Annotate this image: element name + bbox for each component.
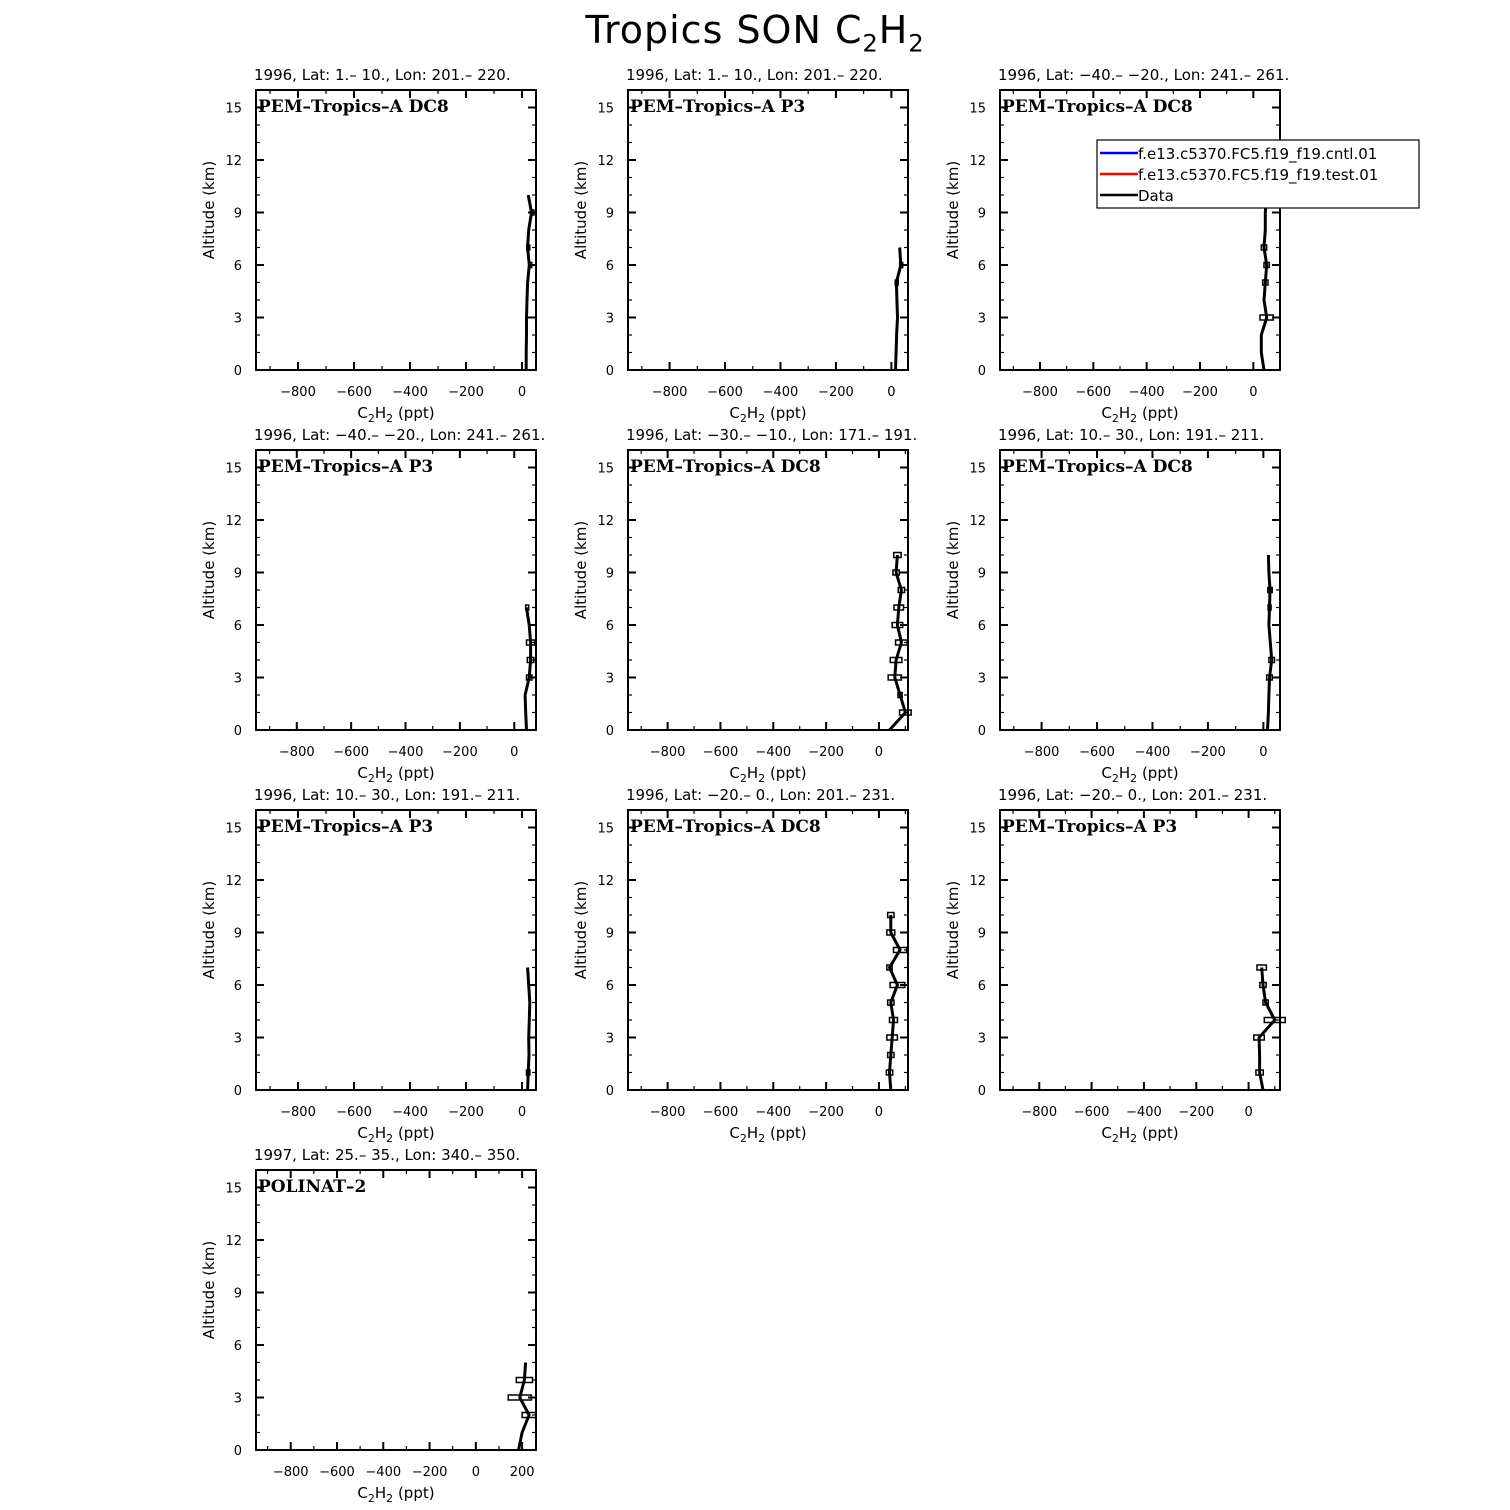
campaign-label: PEM–Tropics–A P3 (258, 817, 434, 837)
y-tick-label: 3 (977, 311, 986, 327)
y-axis-label: Altitude (km) (200, 160, 218, 260)
y-axis-label: Altitude (km) (200, 520, 218, 620)
data-profile-line (525, 608, 531, 731)
panel-header: 1996, Lat: 10.– 30., Lon: 191.– 211. (254, 786, 521, 804)
y-tick-label: 12 (225, 514, 242, 529)
panel-header: 1997, Lat: 25.– 35., Lon: 340.– 350. (254, 1146, 521, 1164)
x-tick-label: −400 (365, 1465, 402, 1480)
x-tick-label: −600 (336, 1105, 372, 1120)
y-axis-label: Altitude (km) (944, 160, 962, 260)
x-axis-label: $C_2H_2$ (ppt) (357, 764, 435, 785)
y-tick-label: 0 (233, 1084, 242, 1099)
panel-header: 1996, Lat: −40.– −20., Lon: 241.– 261. (254, 426, 546, 444)
campaign-label: PEM–Tropics–A P3 (630, 97, 806, 117)
y-tick-label: 0 (233, 1444, 242, 1459)
x-axis-label: $C_2H_2$ (ppt) (357, 404, 435, 425)
y-tick-label: 12 (225, 154, 242, 169)
y-tick-label: 12 (597, 154, 614, 169)
x-axis-label: $C_2H_2$ (ppt) (357, 1484, 435, 1505)
y-tick-label: 6 (977, 979, 986, 994)
panel-header: 1996, Lat: −40.– −20., Lon: 241.– 261. (998, 66, 1290, 84)
y-tick-label: 9 (233, 926, 242, 942)
campaign-label: POLINAT–2 (258, 1177, 367, 1197)
x-tick-label: −800 (278, 745, 315, 760)
x-tick-label: −800 (272, 1465, 309, 1480)
y-tick-label: 15 (225, 461, 242, 477)
x-axis-label: $C_2H_2$ (ppt) (729, 1124, 807, 1145)
y-tick-label: 12 (597, 514, 614, 529)
x-axis-label: $C_2H_2$ (ppt) (1101, 764, 1179, 785)
y-tick-label: 15 (969, 461, 986, 477)
y-tick-label: 6 (977, 619, 986, 634)
x-tick-label: −600 (333, 745, 370, 760)
data-profile-line (1268, 555, 1272, 730)
x-axis-label: $C_2H_2$ (ppt) (357, 1124, 435, 1145)
x-tick-label: 200 (509, 1465, 535, 1480)
x-tick-label: 0 (874, 1105, 884, 1120)
panel-header: 1996, Lat: 10.– 30., Lon: 191.– 211. (998, 426, 1265, 444)
x-tick-label: 0 (1259, 745, 1268, 760)
y-tick-label: 15 (225, 101, 242, 117)
x-tick-label: −200 (448, 385, 484, 400)
x-tick-label: −600 (336, 385, 372, 400)
panel-7 (200, 786, 536, 1145)
y-tick-label: 9 (977, 926, 986, 942)
x-tick-label: −400 (755, 745, 792, 760)
y-tick-label: 9 (605, 926, 614, 942)
x-tick-label: −200 (442, 745, 478, 760)
x-tick-label: −400 (387, 745, 424, 760)
y-tick-label: 3 (233, 671, 242, 687)
panel-3 (944, 66, 1289, 425)
x-axis-label: $C_2H_2$ (ppt) (1101, 1124, 1179, 1145)
x-tick-label: −800 (280, 385, 316, 400)
y-tick-label: 15 (969, 821, 986, 837)
y-axis-label: Altitude (km) (572, 160, 590, 260)
y-tick-label: 6 (233, 979, 242, 994)
x-tick-label: 0 (1249, 385, 1258, 400)
y-tick-label: 9 (233, 566, 242, 582)
panel-header: 1996, Lat: −20.– 0., Lon: 201.– 231. (626, 786, 896, 804)
y-tick-label: 6 (233, 619, 242, 634)
page-title: Tropics SON $C_2H_2$ (585, 8, 925, 58)
y-axis-label: Altitude (km) (944, 880, 962, 980)
y-tick-label: 15 (225, 1181, 242, 1197)
y-tick-label: 12 (225, 874, 242, 889)
x-tick-label: −200 (818, 385, 854, 400)
y-axis-label: Altitude (km) (200, 1240, 218, 1340)
campaign-label: PEM–Tropics–A DC8 (630, 457, 821, 477)
data-profile-line (519, 1363, 530, 1451)
data-profile-line (890, 555, 906, 730)
panel-header: 1996, Lat: −30.– −10., Lon: 171.– 191. (626, 426, 918, 444)
y-tick-label: 6 (233, 259, 242, 274)
x-tick-label: 0 (517, 385, 527, 400)
y-tick-label: 15 (225, 821, 242, 837)
x-tick-label: −200 (411, 1465, 448, 1480)
y-tick-label: 6 (977, 259, 986, 274)
y-tick-label: 9 (605, 206, 614, 222)
x-axis-label: $C_2H_2$ (ppt) (729, 404, 807, 425)
x-axis-label: $C_2H_2$ (ppt) (1101, 404, 1179, 425)
panel-8 (572, 786, 908, 1145)
y-tick-label: 12 (969, 154, 986, 169)
x-tick-label: −400 (762, 385, 799, 400)
x-tick-label: −600 (1079, 745, 1115, 760)
plot-frame (628, 810, 908, 1090)
campaign-label: PEM–Tropics–A P3 (258, 457, 434, 477)
y-axis-label: Altitude (km) (200, 880, 218, 980)
x-tick-label: −800 (280, 1105, 316, 1120)
x-tick-label: −800 (1021, 1105, 1058, 1120)
y-tick-label: 3 (233, 311, 242, 327)
x-tick-label: 0 (874, 745, 884, 760)
x-tick-label: 0 (1244, 1105, 1253, 1120)
panel-header: 1996, Lat: −20.– 0., Lon: 201.– 231. (998, 786, 1268, 804)
x-tick-label: −200 (1190, 745, 1226, 760)
panel-header: 1996, Lat: 1.– 10., Lon: 201.– 220. (626, 66, 883, 84)
x-tick-label: −600 (1075, 385, 1112, 400)
x-tick-label: −600 (702, 1105, 739, 1120)
x-tick-label: −800 (1022, 385, 1058, 400)
y-axis-label: Altitude (km) (572, 520, 590, 620)
y-tick-label: 9 (233, 1286, 242, 1302)
y-tick-label: 3 (233, 1391, 242, 1407)
y-axis-label: Altitude (km) (944, 520, 962, 620)
plot-frame (628, 90, 908, 370)
plot-frame (1000, 810, 1280, 1090)
y-tick-label: 9 (605, 566, 614, 582)
y-tick-label: 3 (605, 311, 614, 327)
y-tick-label: 0 (977, 1084, 986, 1099)
x-tick-label: −600 (702, 745, 739, 760)
panel-header: 1996, Lat: 1.– 10., Lon: 201.– 220. (254, 66, 511, 84)
x-tick-label: −200 (1182, 385, 1218, 400)
y-tick-label: 0 (233, 724, 242, 739)
y-tick-label: 0 (977, 364, 986, 379)
plot-frame (1000, 450, 1280, 730)
x-tick-label: −400 (1134, 745, 1171, 760)
y-tick-label: 6 (605, 979, 614, 994)
y-tick-label: 15 (597, 101, 614, 117)
legend-label: f.e13.c5370.FC5.f19_f19.test.01 (1138, 166, 1379, 184)
y-tick-label: 3 (605, 671, 614, 687)
plot-frame (256, 1170, 536, 1450)
x-tick-label: −600 (319, 1465, 355, 1480)
data-profile-line (890, 915, 901, 1090)
plot-frame (628, 450, 908, 730)
x-tick-label: −600 (1073, 1105, 1110, 1120)
legend-label: Data (1138, 187, 1174, 205)
x-tick-label: −200 (808, 1105, 844, 1120)
y-axis-label: Altitude (km) (572, 880, 590, 980)
y-tick-label: 3 (233, 1031, 242, 1047)
y-tick-label: 12 (597, 874, 614, 889)
data-profile-line (528, 968, 530, 1091)
y-tick-label: 15 (597, 461, 614, 477)
data-profile-line (526, 195, 531, 370)
x-tick-label: 0 (517, 1105, 527, 1120)
y-tick-label: 9 (233, 206, 242, 222)
x-tick-label: −800 (649, 1105, 686, 1120)
legend-label: f.e13.c5370.FC5.f19_f19.cntl.01 (1138, 145, 1378, 163)
y-tick-label: 12 (969, 874, 986, 889)
panel-2 (572, 66, 908, 425)
y-tick-label: 0 (233, 364, 242, 379)
y-tick-label: 0 (977, 724, 986, 739)
x-tick-label: −400 (392, 1105, 428, 1120)
y-tick-label: 9 (977, 206, 986, 222)
panel-6 (944, 426, 1280, 785)
plot-frame (1000, 90, 1280, 370)
x-tick-label: −600 (707, 385, 743, 400)
y-tick-label: 0 (605, 1084, 614, 1099)
x-tick-label: −800 (1023, 745, 1060, 760)
y-tick-label: 6 (605, 259, 614, 274)
y-tick-label: 15 (969, 101, 986, 117)
y-tick-label: 3 (605, 1031, 614, 1047)
y-tick-label: 9 (977, 566, 986, 582)
plot-frame (256, 90, 536, 370)
y-tick-label: 3 (977, 1031, 986, 1047)
y-tick-label: 15 (597, 821, 614, 837)
panel-9 (944, 786, 1285, 1145)
data-profile-line (896, 248, 901, 371)
y-tick-label: 6 (233, 1339, 242, 1354)
y-tick-label: 0 (605, 364, 614, 379)
campaign-label: PEM–Tropics–A DC8 (630, 817, 821, 837)
y-tick-label: 12 (225, 1234, 242, 1249)
panel-5 (572, 426, 917, 785)
x-tick-label: 0 (510, 745, 519, 760)
y-tick-label: 12 (969, 514, 986, 529)
x-tick-label: −400 (755, 1105, 792, 1120)
y-tick-label: 6 (605, 619, 614, 634)
campaign-label: PEM–Tropics–A DC8 (1002, 97, 1193, 117)
panel-10 (200, 1146, 536, 1505)
x-axis-label: $C_2H_2$ (ppt) (729, 764, 807, 785)
campaign-label: PEM–Tropics–A DC8 (1002, 457, 1193, 477)
x-tick-label: 0 (887, 385, 896, 400)
x-tick-label: −400 (1126, 1105, 1162, 1120)
plot-frame (256, 810, 536, 1090)
y-tick-label: 0 (605, 724, 614, 739)
campaign-label: PEM–Tropics–A P3 (1002, 817, 1178, 837)
x-tick-label: −200 (1178, 1105, 1215, 1120)
campaign-label: PEM–Tropics–A DC8 (258, 97, 449, 117)
x-tick-label: −200 (448, 1105, 484, 1120)
x-tick-label: −200 (808, 745, 844, 760)
x-tick-label: −400 (1128, 385, 1165, 400)
legend (1097, 140, 1419, 208)
x-tick-label: 0 (471, 1465, 480, 1480)
x-tick-label: −400 (392, 385, 428, 400)
x-tick-label: −800 (651, 385, 688, 400)
x-tick-label: −800 (649, 745, 686, 760)
panel-4 (200, 426, 545, 785)
plot-frame (256, 450, 536, 730)
y-tick-label: 3 (977, 671, 986, 687)
panel-1 (200, 66, 536, 425)
